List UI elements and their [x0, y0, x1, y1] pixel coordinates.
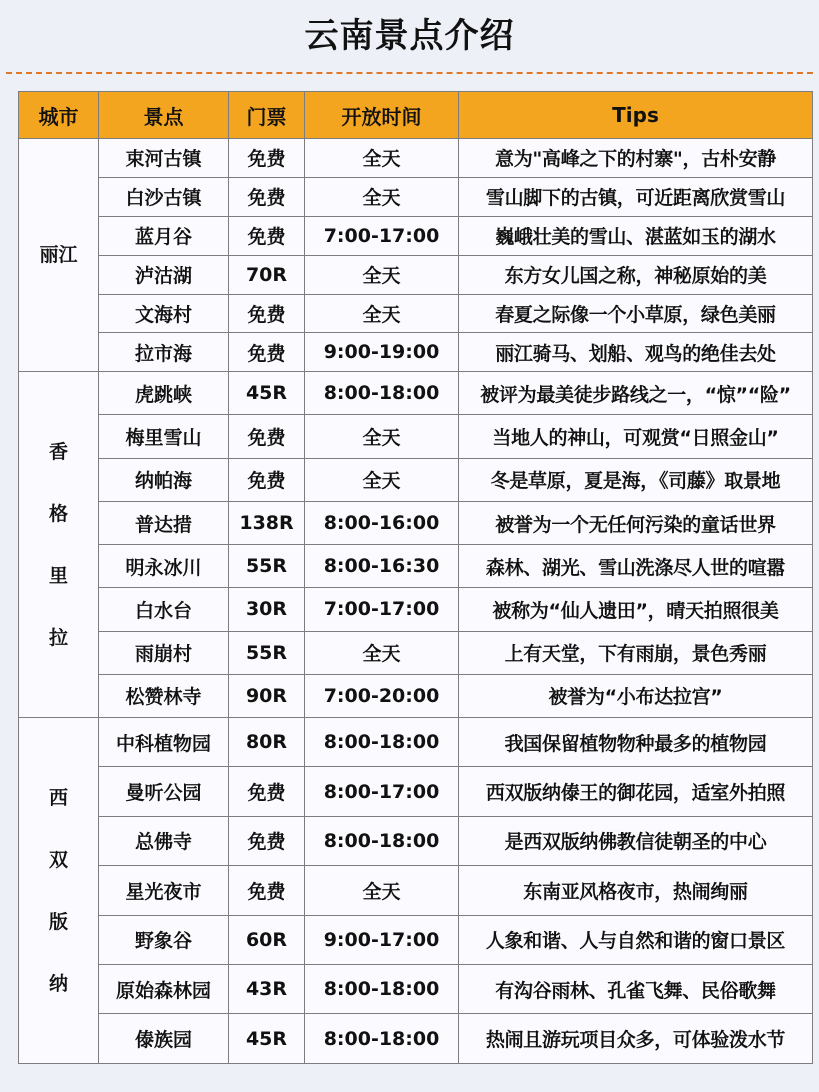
attraction-name-cell: 明永冰川 — [99, 545, 229, 588]
tip-cell: 森林、湖光、雪山洗涤尽人世的喧嚣 — [459, 545, 813, 588]
attraction-name-cell: 束河古镇 — [99, 139, 229, 178]
city-cell: 西 双 版 纳 — [19, 718, 99, 1064]
tip-cell: 我国保留植物物种最多的植物园 — [459, 718, 813, 767]
opening-hours-cell: 全天 — [305, 415, 459, 458]
tip-cell: 被誉为“小布达拉宫” — [459, 674, 813, 717]
tip-cell: 东南亚风格夜市，热闹绚丽 — [459, 866, 813, 915]
attraction-name-cell: 蓝月谷 — [99, 216, 229, 255]
opening-hours-cell: 全天 — [305, 139, 459, 178]
attraction-name-cell: 泸沽湖 — [99, 255, 229, 294]
table-row — [19, 333, 813, 372]
opening-hours-cell: 全天 — [305, 631, 459, 674]
table-header-row — [19, 92, 813, 139]
ticket-price-cell: 55R — [229, 545, 305, 588]
ticket-price-cell: 55R — [229, 631, 305, 674]
tip-cell: 有沟谷雨林、孔雀飞舞、民俗歌舞 — [459, 964, 813, 1013]
table-row — [19, 501, 813, 544]
opening-hours-cell: 全天 — [305, 177, 459, 216]
tip-cell: 冬是草原，夏是海，《司藤》取景地 — [459, 458, 813, 501]
attraction-name-cell: 曼听公园 — [99, 767, 229, 816]
attraction-name-cell: 松赞林寺 — [99, 674, 229, 717]
opening-hours-cell: 全天 — [305, 294, 459, 333]
header-city: 城市 — [19, 92, 99, 139]
table-row — [19, 816, 813, 865]
attraction-name-cell: 雨崩村 — [99, 631, 229, 674]
attraction-name-cell: 总佛寺 — [99, 816, 229, 865]
attractions-table — [18, 91, 813, 1064]
opening-hours-cell: 7:00-20:00 — [305, 674, 459, 717]
ticket-price-cell: 45R — [229, 1014, 305, 1064]
ticket-price-cell: 70R — [229, 255, 305, 294]
attraction-name-cell: 虎跳峡 — [99, 372, 229, 415]
city-cell: 香 格 里 拉 — [19, 372, 99, 718]
opening-hours-cell: 7:00-17:00 — [305, 588, 459, 631]
opening-hours-cell: 8:00-16:00 — [305, 501, 459, 544]
attraction-name-cell: 星光夜市 — [99, 866, 229, 915]
table-row — [19, 1014, 813, 1064]
tip-cell: 丽江骑马、划船、观鸟的绝佳去处 — [459, 333, 813, 372]
table-row — [19, 674, 813, 717]
tip-cell: 被评为最美徒步路线之一，“惊”“险” — [459, 372, 813, 415]
ticket-price-cell: 30R — [229, 588, 305, 631]
ticket-price-cell: 免费 — [229, 216, 305, 255]
opening-hours-cell: 9:00-17:00 — [305, 915, 459, 964]
header-tips: Tips — [459, 92, 813, 139]
ticket-price-cell: 80R — [229, 718, 305, 767]
ticket-price-cell: 免费 — [229, 177, 305, 216]
opening-hours-cell: 8:00-18:00 — [305, 964, 459, 1013]
table-row — [19, 255, 813, 294]
table-row — [19, 177, 813, 216]
attraction-name-cell: 梅里雪山 — [99, 415, 229, 458]
opening-hours-cell: 8:00-18:00 — [305, 372, 459, 415]
opening-hours-cell: 8:00-18:00 — [305, 718, 459, 767]
attraction-name-cell: 原始森林园 — [99, 964, 229, 1013]
ticket-price-cell: 免费 — [229, 767, 305, 816]
tip-cell: 东方女儿国之称，神秘原始的美 — [459, 255, 813, 294]
opening-hours-cell: 7:00-17:00 — [305, 216, 459, 255]
ticket-price-cell: 60R — [229, 915, 305, 964]
tip-cell: 被誉为一个无任何污染的童话世界 — [459, 501, 813, 544]
attraction-name-cell: 拉市海 — [99, 333, 229, 372]
table-row — [19, 415, 813, 458]
tip-cell: 被称为“仙人遗田”，晴天拍照很美 — [459, 588, 813, 631]
table-row — [19, 915, 813, 964]
ticket-price-cell: 免费 — [229, 866, 305, 915]
attraction-name-cell: 野象谷 — [99, 915, 229, 964]
table-row — [19, 631, 813, 674]
ticket-price-cell: 免费 — [229, 458, 305, 501]
header-attraction: 景点 — [99, 92, 229, 139]
tip-cell: 是西双版纳佛教信徒朝圣的中心 — [459, 816, 813, 865]
attraction-name-cell: 中科植物园 — [99, 718, 229, 767]
tip-cell: 雪山脚下的古镇，可近距离欣赏雪山 — [459, 177, 813, 216]
tip-cell: 当地人的神山，可观赏“日照金山” — [459, 415, 813, 458]
tip-cell: 西双版纳傣王的御花园，适室外拍照 — [459, 767, 813, 816]
table-row — [19, 545, 813, 588]
tip-cell: 春夏之际像一个小草原，绿色美丽 — [459, 294, 813, 333]
table-row — [19, 588, 813, 631]
opening-hours-cell: 全天 — [305, 255, 459, 294]
ticket-price-cell: 免费 — [229, 415, 305, 458]
attraction-name-cell: 傣族园 — [99, 1014, 229, 1064]
attraction-name-cell: 白沙古镇 — [99, 177, 229, 216]
title-divider — [6, 72, 813, 74]
opening-hours-cell: 8:00-16:30 — [305, 545, 459, 588]
tip-cell: 巍峨壮美的雪山、湛蓝如玉的湖水 — [459, 216, 813, 255]
opening-hours-cell: 全天 — [305, 866, 459, 915]
header-hours: 开放时间 — [305, 92, 459, 139]
attraction-name-cell: 白水台 — [99, 588, 229, 631]
page-title: 云南景点介绍 — [304, 16, 515, 56]
table-row — [19, 866, 813, 915]
table-row — [19, 458, 813, 501]
opening-hours-cell: 8:00-18:00 — [305, 1014, 459, 1064]
opening-hours-cell: 8:00-17:00 — [305, 767, 459, 816]
ticket-price-cell: 免费 — [229, 139, 305, 178]
tip-cell: 意为"高峰之下的村寨"，古朴安静 — [459, 139, 813, 178]
ticket-price-cell: 免费 — [229, 333, 305, 372]
table-row — [19, 767, 813, 816]
table-body — [19, 139, 813, 1064]
ticket-price-cell: 45R — [229, 372, 305, 415]
tip-cell: 上有天堂，下有雨崩，景色秀丽 — [459, 631, 813, 674]
table-row — [19, 964, 813, 1013]
attraction-name-cell: 纳帕海 — [99, 458, 229, 501]
table-row — [19, 372, 813, 415]
table-row — [19, 294, 813, 333]
ticket-price-cell: 免费 — [229, 816, 305, 865]
tip-cell: 热闹且游玩项目众多，可体验泼水节 — [459, 1014, 813, 1064]
table-row — [19, 718, 813, 767]
ticket-price-cell: 免费 — [229, 294, 305, 333]
opening-hours-cell: 全天 — [305, 458, 459, 501]
opening-hours-cell: 8:00-18:00 — [305, 816, 459, 865]
ticket-price-cell: 90R — [229, 674, 305, 717]
tip-cell: 人象和谐、人与自然和谐的窗口景区 — [459, 915, 813, 964]
header-ticket: 门票 — [229, 92, 305, 139]
ticket-price-cell: 138R — [229, 501, 305, 544]
opening-hours-cell: 9:00-19:00 — [305, 333, 459, 372]
city-cell: 丽江 — [19, 139, 99, 372]
table-row — [19, 216, 813, 255]
ticket-price-cell: 43R — [229, 964, 305, 1013]
attraction-name-cell: 普达措 — [99, 501, 229, 544]
table-row — [19, 139, 813, 178]
attraction-name-cell: 文海村 — [99, 294, 229, 333]
